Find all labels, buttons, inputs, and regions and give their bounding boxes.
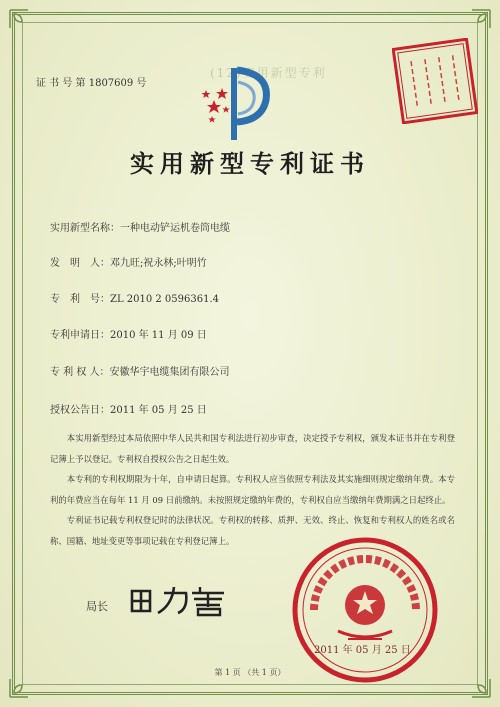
field-label: 专 利 号： bbox=[50, 294, 110, 305]
field-label: 专利申请日： bbox=[50, 330, 110, 341]
seal-date: 2011 年 05 月 25 日 bbox=[314, 645, 411, 656]
field-value: 2010 年 11 月 09 日 bbox=[110, 330, 207, 341]
field-announcement-date bbox=[50, 401, 207, 416]
field-value: 安徽华宇电缆集团有限公司 bbox=[109, 367, 230, 378]
body-paragraph: 本专利的专利权期限为十年，自申请日起算。专利权人应当依照专利法及其实施细则规定缴纳年费。本专利的年费应当在每年 11 月 09 日前缴纳。未按照规定缴纳年费的，专利权自应当缴纳年费期满之日起终止。 bbox=[50, 474, 455, 505]
field-value: ZL 2010 2 0596361.4 bbox=[110, 294, 220, 305]
agent-seal bbox=[392, 38, 478, 124]
page-number: 第 1 页 （共 1 页） bbox=[214, 668, 286, 677]
field-value: 邓九旺;祝永林;叶明竹 bbox=[110, 258, 207, 269]
state-ip-office-seal bbox=[290, 535, 440, 685]
field-value: 一种电动铲运机卷筒电缆 bbox=[120, 223, 230, 234]
field-label: 授权公告日： bbox=[50, 405, 110, 416]
corner-ornament bbox=[8, 8, 42, 42]
field-label: 专 利 权 人： bbox=[50, 367, 110, 378]
patent-office-logo bbox=[196, 60, 274, 144]
field-inventors bbox=[50, 254, 207, 269]
field-patentee bbox=[50, 363, 230, 378]
field-value: 2011 年 05 月 25 日 bbox=[110, 405, 207, 416]
certificate-title: 实用新型专利证书 bbox=[130, 149, 370, 178]
field-utility-model-name bbox=[50, 219, 230, 234]
body-paragraph: 本实用新型经过本局依照中华人民共和国专利法进行初步审查，决定授予专利权，颁发本证书并在专利登记簿上予以登记。专利权自授权公告之日起生效。 bbox=[50, 433, 455, 464]
corner-ornament bbox=[458, 8, 492, 42]
field-patent-number bbox=[50, 290, 219, 305]
signature-label: 局长 bbox=[86, 600, 108, 613]
field-label: 发 明 人： bbox=[50, 258, 110, 269]
certificate-body bbox=[50, 428, 455, 551]
certificate-number: 证 书 号 第 1807609 号 bbox=[36, 78, 147, 89]
field-label: 实用新型名称： bbox=[50, 223, 120, 234]
body-paragraph: 专利证书记载专利权登记时的法律状况。专利权的转移、质押、无效、终止、恢复和专利权人的姓名或名称、国籍、地址变更等事项记载在专利登记簿上。 bbox=[50, 515, 455, 546]
watermark-title: (12)实用新型专利 bbox=[210, 66, 327, 80]
field-application-date bbox=[50, 326, 207, 341]
director-signature bbox=[128, 583, 238, 617]
